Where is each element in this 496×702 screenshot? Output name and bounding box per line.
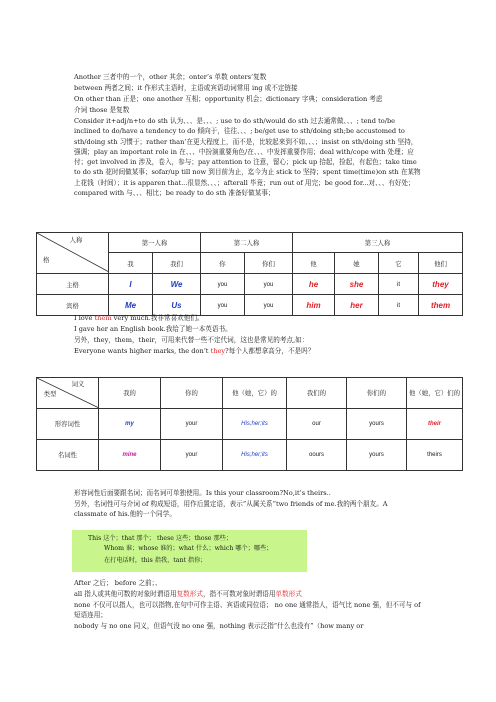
- table-row-nominal: [37, 440, 463, 471]
- note-none: none 不仅可以指人，也可以指物,在句中可作主语、宾语或同位语； no one 通常指人，语气比 none 强，但不可与 of 短语连用；: [74, 601, 421, 620]
- pronoun-cell: her: [350, 300, 363, 310]
- pronoun-cell: Me: [124, 300, 137, 310]
- possessive-cell: His;her;its: [241, 452, 268, 458]
- pronoun-cell: We: [170, 279, 183, 289]
- subheader-cell: 我们: [153, 253, 201, 274]
- pronoun-cell: you: [263, 282, 274, 288]
- subheader-cell: 他们: [419, 253, 463, 274]
- corner-label-type: 类型: [43, 390, 57, 398]
- para-other-than: On other than 正是；one another 互相；opportunity 机会；dictionary 字典；consideration 考虑: [74, 95, 383, 103]
- row-label: 宾格: [37, 295, 109, 316]
- green-box-line: 在打电话时，this 指我，tant 指你；: [104, 557, 207, 564]
- subheader-cell: 你: [201, 253, 245, 274]
- note-adjectival-vs-nominal: 形容词性后面要跟名词；而名词可单独使用。Is this your classroom?No,it’s theirs..: [74, 489, 331, 497]
- possessive-cell: your: [185, 421, 198, 427]
- corner-label-case: 格: [43, 256, 50, 264]
- possessive-cell: my: [125, 421, 134, 427]
- table2-corner-cell: [37, 378, 99, 409]
- para-between: between 两者之间；it 作形式主语时，主语或宾语动词常用 ing 或不定链接: [74, 84, 298, 92]
- header-our: 我们的: [287, 378, 347, 409]
- possessive-cell: mine: [122, 452, 137, 458]
- pronoun-cell: he: [308, 279, 319, 289]
- header-their: 他（她，它）们的: [407, 378, 463, 409]
- pronoun-cell: she: [349, 279, 364, 289]
- subheader-cell: 他: [293, 253, 335, 274]
- pronoun-cell: you: [217, 282, 228, 288]
- note-after-before: After 之后； before 之前；、: [74, 579, 162, 587]
- pronoun-cell: you: [217, 303, 228, 309]
- pronoun-cell: him: [306, 300, 321, 310]
- table-row-nominative: [37, 274, 463, 295]
- pronoun-cell: it: [397, 303, 400, 309]
- header-your-plural: 你们的: [347, 378, 407, 409]
- header-my: 我的: [99, 378, 161, 409]
- header-third-person: 第三人称: [293, 233, 463, 253]
- possessive-cell: our: [312, 421, 321, 427]
- pronoun-cell: it: [397, 282, 400, 288]
- corner-label-meaning: 词义: [71, 380, 85, 388]
- note-of-phrase: 另外，名词性可与介词 of 构成短语，用作后置定语，表示”从属关系”two friends of me.我的两个朋友。A classmate of his.他的一个同学。: [74, 500, 388, 519]
- row-label: 主格: [37, 274, 109, 295]
- possessive-cell: oours: [308, 452, 324, 458]
- subheader-cell: 她: [335, 253, 379, 274]
- subheader-cell: 它: [379, 253, 419, 274]
- green-box-line: This 这个；that 那个； these 这些；those 那些；: [88, 535, 233, 542]
- example-everyone: Everyone wants higher marks, the don’t they?每个人都想拿高分，不是吗？: [74, 347, 315, 355]
- para-those: 介词 those 是复数: [74, 106, 130, 114]
- personal-pronoun-table: [36, 232, 463, 316]
- demonstrative-note-box: [72, 530, 307, 572]
- para-phrases: Consider it+adj/n+to do sth 认为、、、是、、、; use to do sth/would do sth 过去通常做、、、; tend to/be inclined to do/have a tendency to do 倾向于，往往、、、; be/get use to sth/doing sth;be accustomed to sth/doing sth 习惯于；rather than’在更大程度上，而不是，比较起来到不如、、、；insist on sth/doing sth 坚持，强调；play an important role in 在、、、中扮演重要角色/在、、、中发挥重要作用；deal with/cope with 处理；应付；get involved in 涉及，卷入，参与；pay attention to 注意，留心；pick up 拾起，捡起，有起色；take time to do sth 花时间做某事；sofar/up till now 到目前为止，迄今为止 stick to 坚持；spent time(time)on sth 在某物上花钱（时间）；it is apparen that...很显然、、、；afterall 毕竟；run out of 用完；be good for...对、、、有好处；compared with 与、、、相比；be ready to do sth 准备好做某事；: [74, 117, 421, 198]
- possessive-pronoun-table: [36, 377, 463, 471]
- example-love-them: I love them very much.我非常喜欢他们。: [74, 314, 204, 322]
- note-all: all 指人或其他可数的对象时谓语用复数形式，指不可数对象时谓语用单数形式: [74, 590, 302, 598]
- example-gave-her: I gave her an English book.我给了她一本英语书。: [74, 325, 232, 333]
- pronoun-cell: Us: [171, 300, 182, 310]
- header-your: 你的: [161, 378, 223, 409]
- possessive-cell: yours: [369, 452, 384, 458]
- para-another: Another 三者中的一个，other 其余；onter’s 单数 onters’复数: [74, 73, 267, 81]
- table1-corner-cell: [37, 233, 109, 274]
- possessive-cell: yours: [369, 421, 384, 427]
- possessive-cell: His;her;its: [241, 421, 268, 427]
- header-his-her-its: 他（她，它）的: [223, 378, 287, 409]
- pronoun-cell: they: [432, 279, 449, 289]
- possessive-cell: your: [185, 452, 198, 458]
- possessive-cell: theirs: [427, 452, 442, 458]
- green-box-line: Whom 谁；whose 谁的；what 什么；which 哪个；哪些；: [104, 545, 273, 552]
- subheader-cell: 我: [109, 253, 153, 274]
- header-second-person: 第二人称: [201, 233, 293, 253]
- row-label: 名词性: [37, 440, 99, 471]
- corner-label-person: 人称: [69, 236, 83, 244]
- row-label: 形容词性: [37, 409, 99, 440]
- note-nobody: nobody 与 no one 同义，但语气没 no one 强，nothing 表示泛指“什么也没有”（how many or: [74, 622, 364, 630]
- subheader-cell: 你们: [245, 253, 293, 274]
- pronoun-cell: them: [430, 300, 451, 310]
- possessive-cell: their: [427, 421, 441, 427]
- table-row-adjectival: [37, 409, 463, 440]
- header-first-person: 第一人称: [109, 233, 201, 253]
- pronoun-cell: I: [129, 279, 132, 289]
- pronoun-cell: you: [263, 303, 274, 309]
- note-they-them: 另外，they，them，their，可用来代替一些不定代词，这也是常见的考点,如：: [74, 336, 309, 344]
